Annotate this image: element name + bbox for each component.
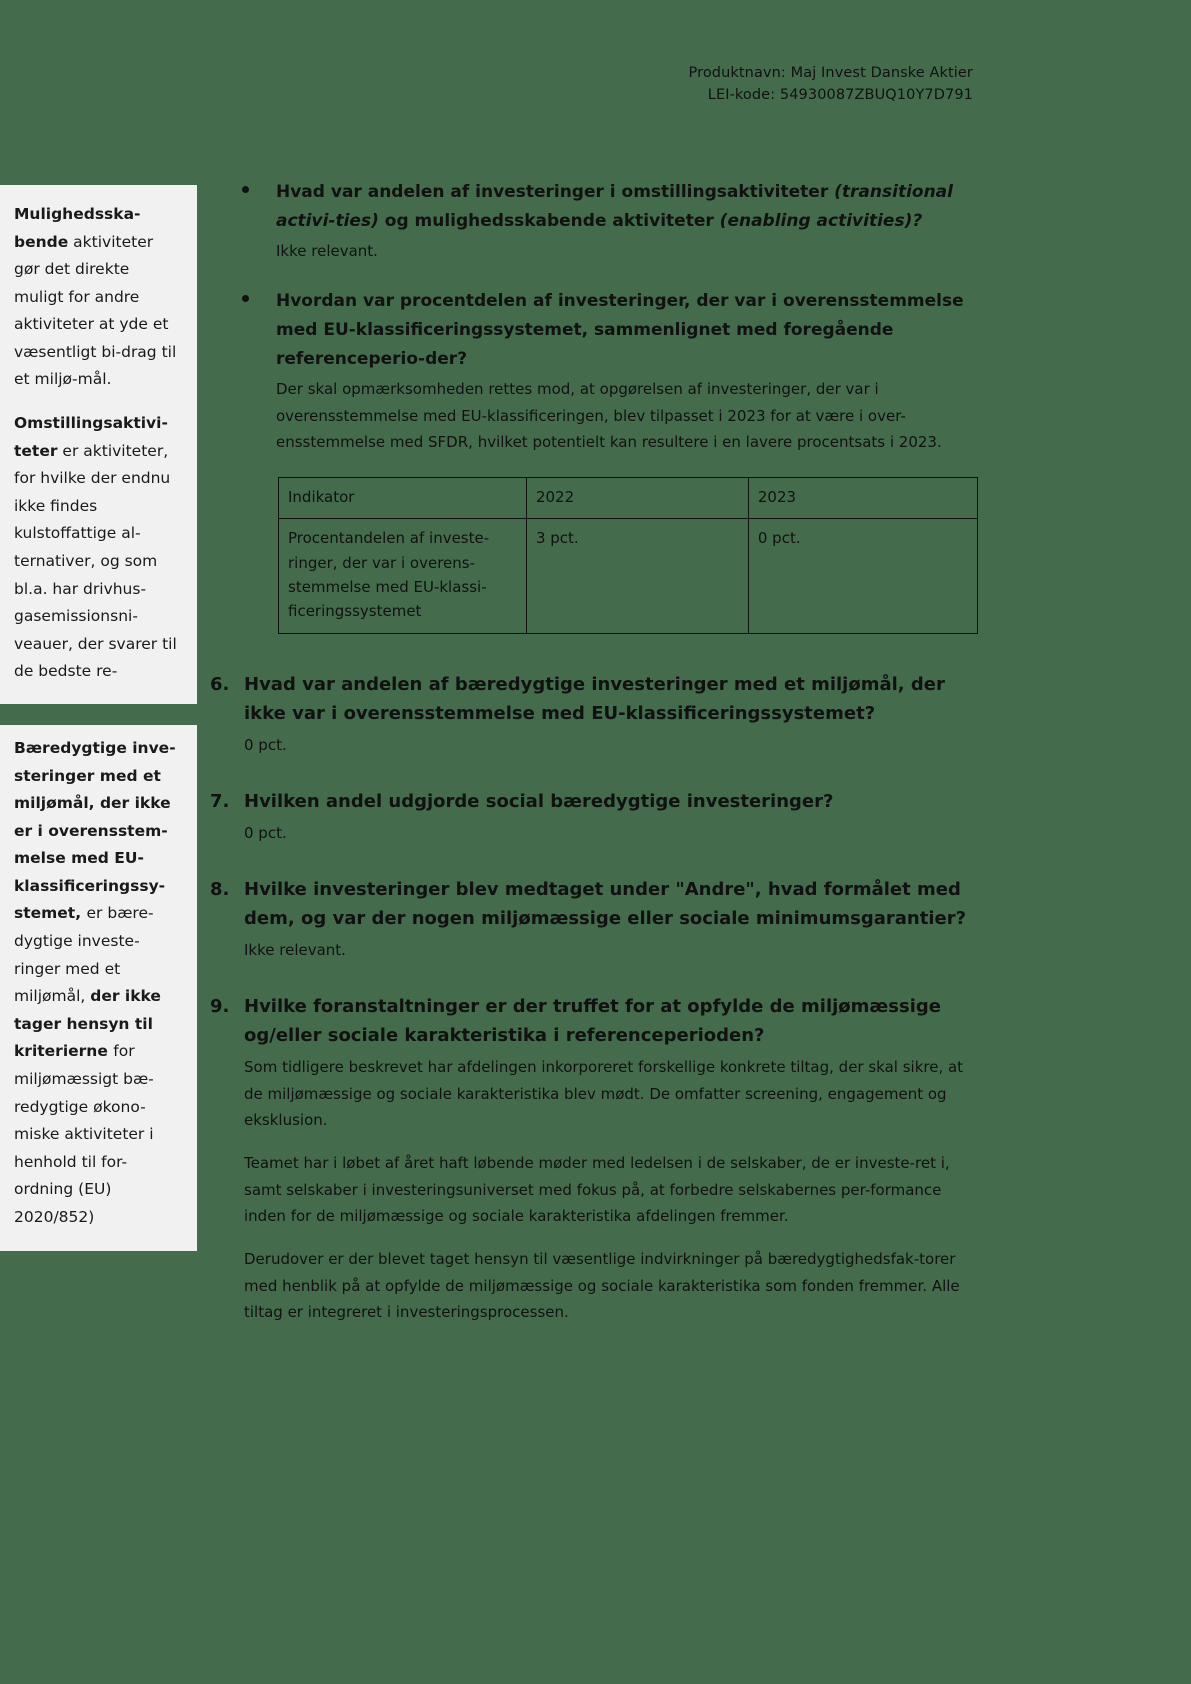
definition-enabling-text: aktiviteter gør det direkte muligt for andre aktiviteter at yde et væsentligt bi-drag til et miljø-mål. <box>14 232 177 389</box>
question-answer-body <box>244 820 984 847</box>
margin-definition-callout-secondary <box>0 725 197 1251</box>
document-header <box>689 62 974 107</box>
bullet-question-list <box>232 178 984 455</box>
question-answer-body <box>244 1054 984 1326</box>
definition-sustainable-part2: er bære-dygtige investe-ringer med et miljømål, <box>14 904 154 1006</box>
question-text: Hvad var andelen af bæredygtige investeringer med et miljømål, der ikke var i overensstemmelse med EU-klassificeringssystemet? <box>244 673 945 724</box>
table-header-row <box>279 478 978 519</box>
answer-paragraph: Ikke relevant. <box>244 940 346 959</box>
table-header-indikator: Indikator <box>279 478 527 519</box>
question-number: 9. <box>210 995 230 1017</box>
answer-paragraph: Teamet har i løbet af året haft løbende møder med ledelsen i de selskaber, de er investe-ret i, samt selskaber i investeringsuniverset med fokus på, at forbedre selskabernes per-formance inden for de miljømæssige og sociale karakteristika afdelingen fremmer. <box>244 1153 950 1226</box>
bullet-question-text: Hvordan var procentdelen af investeringer, der var i overensstemmelse med EU-klassificeringssystemet, sammenlignet med foregående referenceperio-der? <box>276 290 964 370</box>
question-text: Hvilke investeringer blev medtaget under "Andre", hvad formålet med dem, og var der nogen miljømæssige eller sociale minimumsgarantier? <box>244 878 967 929</box>
list-item-question-9 <box>210 992 984 1327</box>
bullet-dot-icon <box>242 186 249 193</box>
bullet-question-part1: Hvad var andelen af investeringer i omstillingsaktiviteter <box>276 182 835 202</box>
definition-enabling-term: Mulighedsska-bende <box>14 205 141 251</box>
answer-paragraph: 0 pct. <box>244 823 287 842</box>
question-number: 8. <box>210 878 230 900</box>
bullet-question-part2: og mulighedsskabende aktiviteter <box>378 211 720 232</box>
definition-enabling-activities <box>14 201 181 394</box>
bullet-question-italic2: (enabling activities)? <box>719 211 923 232</box>
table-cell-2022: 3 pct. <box>526 519 748 633</box>
list-item-question-7 <box>210 787 984 847</box>
product-name-line: Produktnavn: Maj Invest Danske Aktier <box>688 65 973 81</box>
main-content <box>210 178 984 1354</box>
list-item <box>232 178 984 265</box>
bullet-answer-text: Der skal opmærksomheden rettes mod, at opgørelsen af investeringer, der var i overensstemmelse med EU-klassificeringen, blev tilpasset i 2023 for at være i over-ensstemmelse med SFDR, hvilket potentielt kan resultere i en lavere procentsats i 2023. <box>276 380 942 451</box>
question-text: Hvilken andel udgjorde social bæredygtige investeringer? <box>244 790 834 812</box>
bullet-answer-text: Ikke relevant. <box>276 242 378 261</box>
table-header-2022: 2022 <box>526 478 748 519</box>
question-number: 7. <box>210 790 230 812</box>
table-header-2023: 2023 <box>748 478 977 519</box>
bullet-question-italic1: (transitional activi-ties) <box>276 182 953 232</box>
definition-sustainable-part4: for miljømæssigt bæ-redygtige økono-miske aktiviteter i henhold til for-ordning (EU) 2020/852) <box>14 1042 154 1226</box>
margin-definition-callout <box>0 185 197 704</box>
lei-code-line: LEI-kode: 54930087ZBUQ10Y7D791 <box>707 87 973 104</box>
answer-paragraph: 0 pct. <box>244 735 287 754</box>
list-item <box>232 287 984 455</box>
table-cell-indicator: Procentandelen af investe-ringer, der var i overens-stemmelse med EU-klassi-ficeringssystemet <box>279 519 527 633</box>
definition-transitional-text: er aktiviteter, for hvilke der endnu ikke findes kulstoffattige al-ternativer, og som bl.a. har drivhus-gasemissionsni-veauer, der svarer til de bedste re- <box>14 441 177 681</box>
table-row <box>279 519 978 633</box>
list-item-question-6 <box>210 670 984 759</box>
definition-sustainable-part1: Bæredygtige inve-steringer med et miljømål, der ikke er i overensstem-melse med EU-klassificeringssy-stemet, <box>14 739 176 923</box>
indicator-table <box>278 477 978 633</box>
question-number: 6. <box>210 673 230 695</box>
table-cell-2023: 0 pct. <box>748 519 977 633</box>
bullet-dot-icon <box>242 295 249 302</box>
numbered-question-list <box>210 670 984 1326</box>
answer-paragraph: Som tidligere beskrevet har afdelingen inkorporeret forskellige konkrete tiltag, der skal sikre, at de miljømæssige og sociale karakteristika blev mødt. De omfatter screening, engagement og eksklusion. <box>244 1057 964 1130</box>
question-answer-body <box>244 732 984 759</box>
definition-transitional-activities <box>14 410 181 686</box>
bullet-question-text <box>276 178 984 236</box>
definition-transitional-term: Omstillingsaktivi-teter <box>14 414 168 460</box>
question-text: Hvilke foranstaltninger er der truffet for at opfylde de miljømæssige og/eller sociale karakteristika i referenceperioden? <box>244 995 941 1046</box>
list-item-question-8 <box>210 875 984 964</box>
question-answer-body <box>244 937 984 964</box>
answer-paragraph: Derudover er der blevet taget hensyn til væsentlige indvirkninger på bæredygtighedsfak-torer med henblik på at opfylde de miljømæssige og sociale karakteristika som fonden fremmer. Alle tiltag er integreret i investeringsprocessen. <box>244 1249 960 1322</box>
definition-sustainable-part3: der ikke tager hensyn til kriterierne <box>14 987 161 1061</box>
